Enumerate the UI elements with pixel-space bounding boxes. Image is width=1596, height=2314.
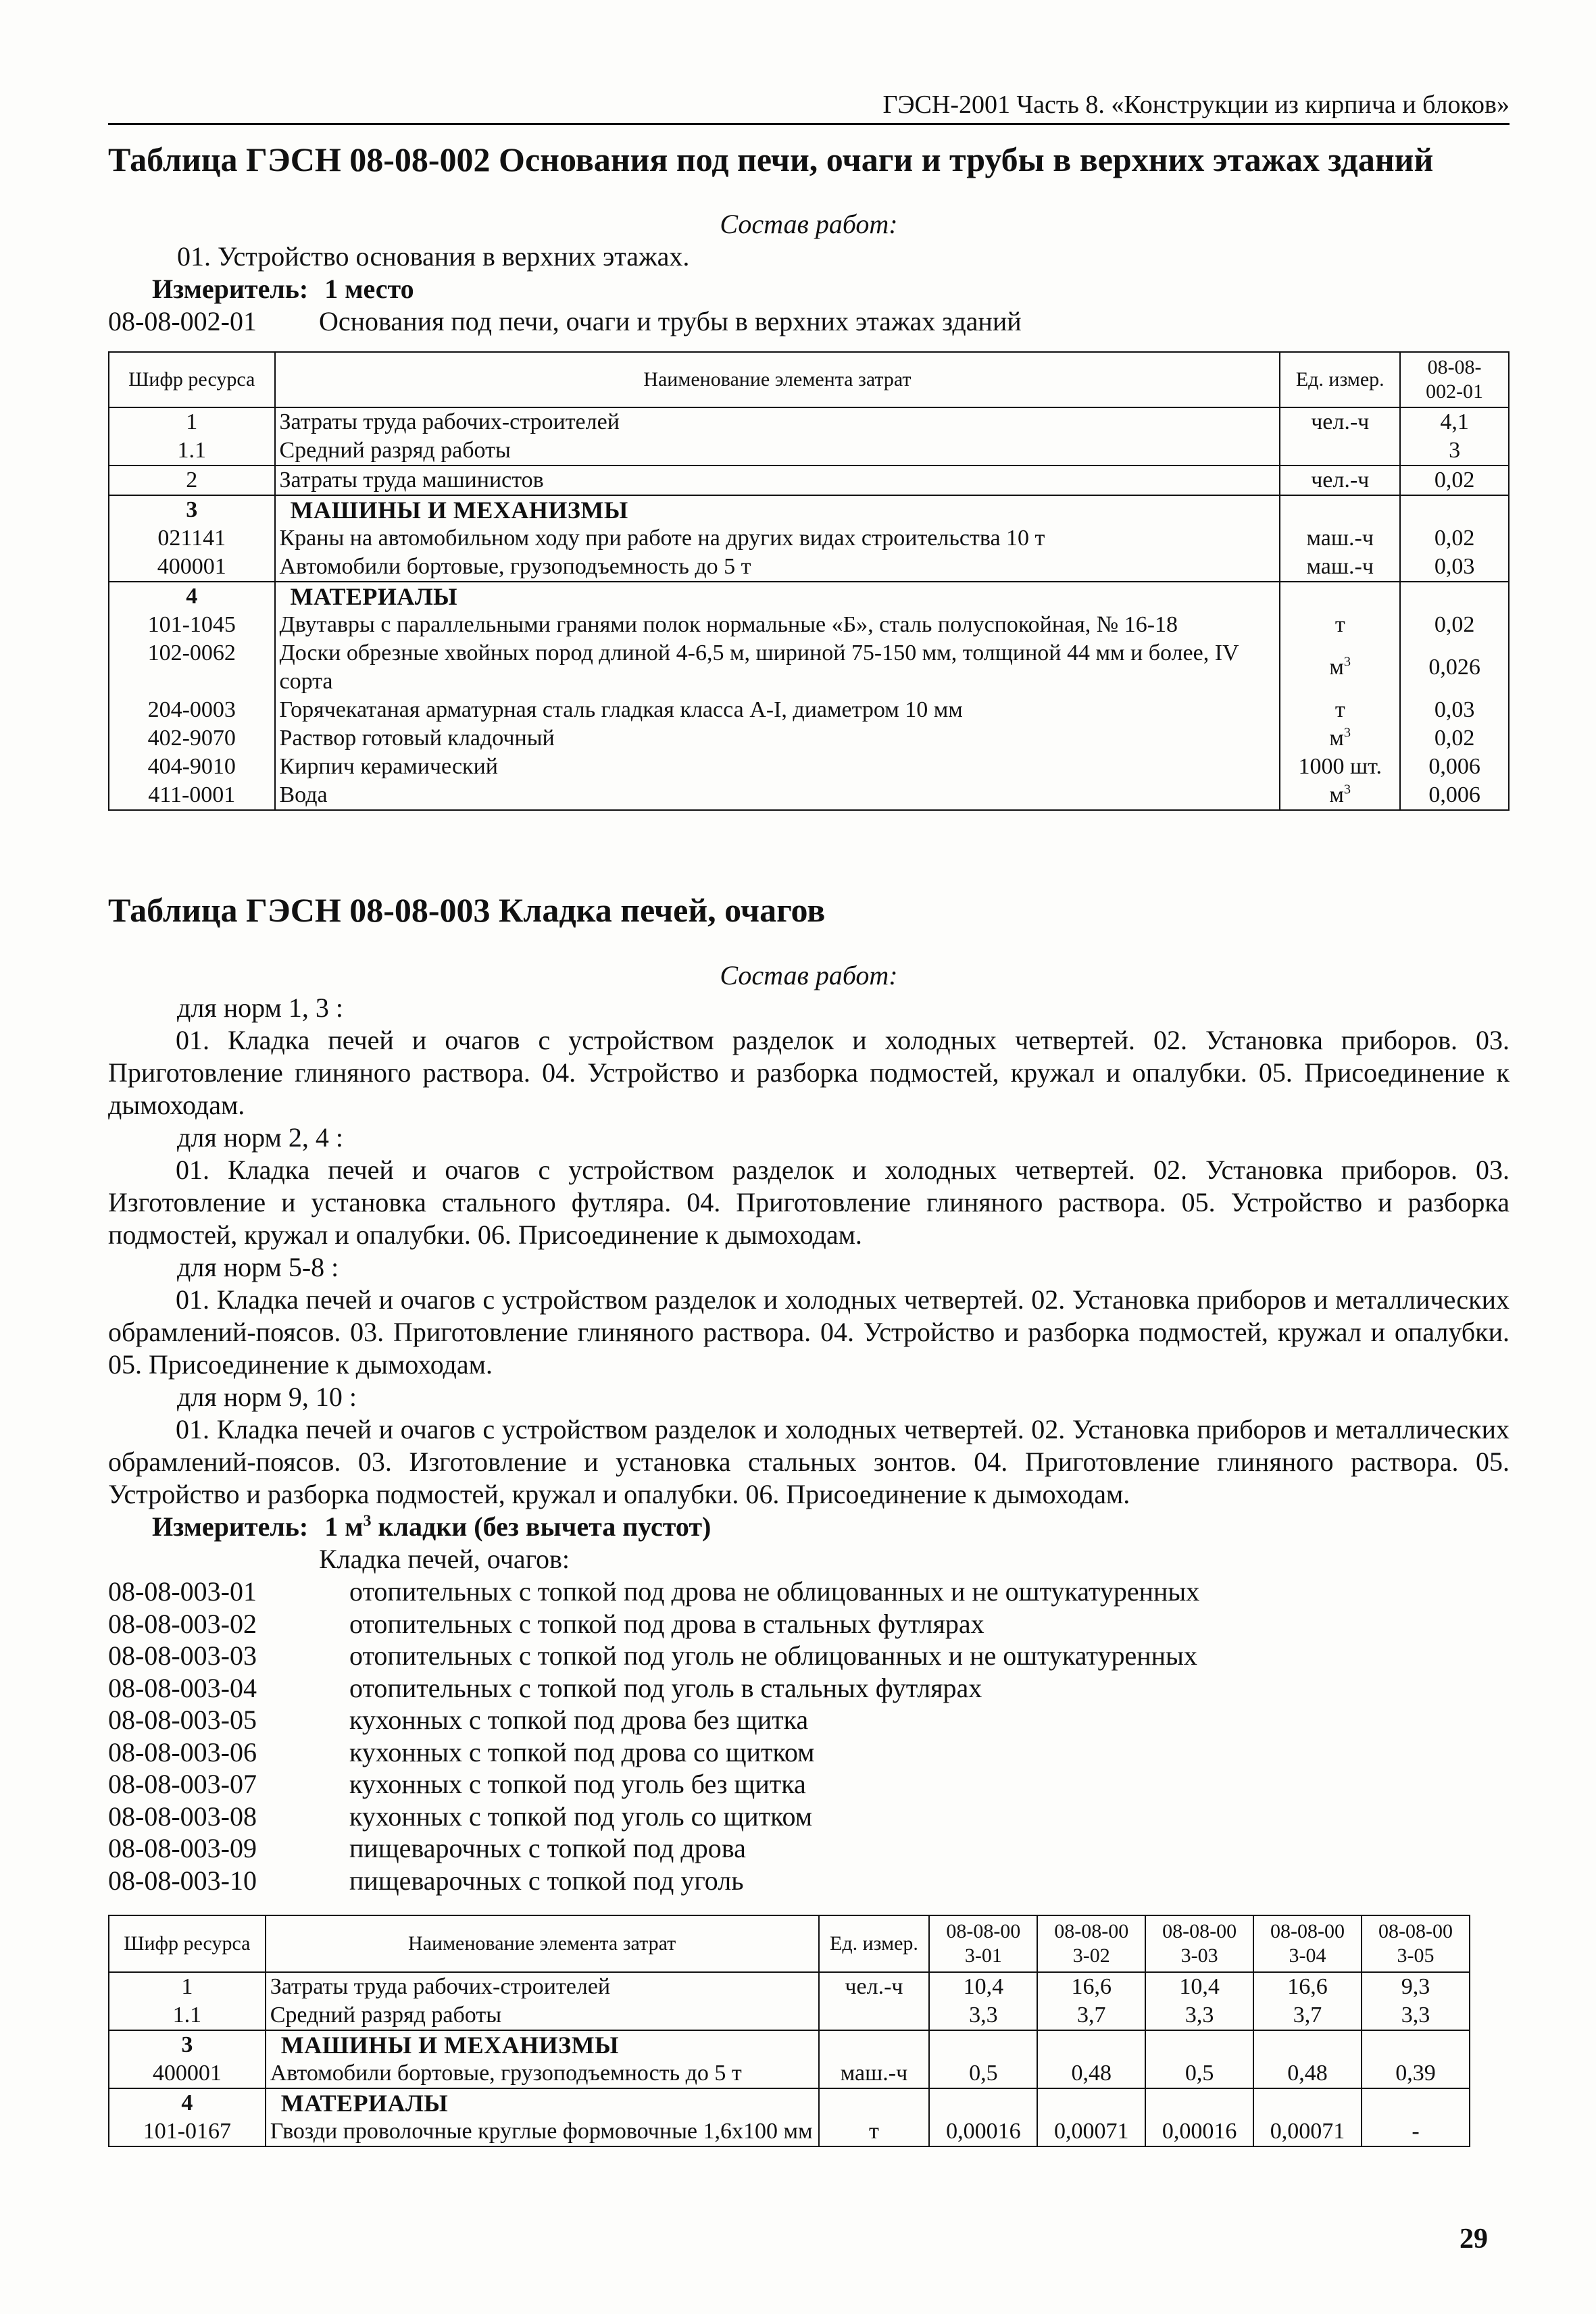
table1-measure	[152, 273, 414, 305]
table-row: 204-0003 Горячекатаная арматурная сталь гладкая класса А-I, диаметром 10 мм т 0,03	[109, 696, 1509, 724]
work-group-label: для норм 1, 3 :	[177, 992, 343, 1023]
measure-label: Измеритель:	[152, 1511, 309, 1542]
col-header-unit: Ед. измер.	[1280, 352, 1400, 407]
table-row: 402-9070 Раствор готовый кладочный $м^3$ 0,02	[109, 724, 1509, 753]
col-header-norm: 08-08-003-03	[1145, 1915, 1253, 1972]
col-header-norm: 08-08-003-05	[1362, 1915, 1470, 1972]
col-header-unit: Ед. измер.	[819, 1915, 930, 1972]
list-item: 08-08-003-03 отопительных с топкой под уголь не облицованных и не оштукатуренных	[108, 1640, 1197, 1671]
table-row: 400001 Автомобили бортовые, грузоподъемность до 5 т маш.-ч 0,5 0,48 0,5 0,48 0,39	[109, 2059, 1470, 2088]
table-row: 1.1 Средний разряд работы 3	[109, 436, 1509, 466]
table1-title: Таблица ГЭСН 08-08-002 Основания под печи, очаги и трубы в верхних этажах зданий	[108, 141, 1434, 178]
table1-norm-desc: Основания под печи, очаги и трубы в верхних этажах зданий	[319, 306, 1022, 336]
norm-list	[108, 1576, 1199, 1896]
measure-value: 1 место	[324, 274, 414, 304]
table2-title: Таблица ГЭСН 08-08-003 Кладка печей, очагов	[108, 891, 826, 929]
list-item: 08-08-003-04 отопительных с топкой под уголь в стальных футлярах	[108, 1672, 982, 1703]
list-item: 08-08-003-01 отопительных с топкой под дрова не облицованных и не оштукатуренных	[108, 1576, 1200, 1607]
col-header-name: Наименование элемента затрат	[275, 352, 1280, 407]
table-row: 101-0167 Гвозди проволочные круглые формовочные 1,6х100 мм т 0,00016 0,00071 0,00016 0,00071 -	[109, 2117, 1470, 2146]
norms-heading: Кладка печей, очагов:	[319, 1544, 570, 1574]
col-header-value: 08-08-002-01	[1400, 352, 1509, 407]
measure-value: 1 $м^3$ кладки (без вычета пустот)	[324, 1511, 712, 1542]
table-row: 2 Затраты труда машинистов чел.-ч 0,02	[109, 466, 1509, 495]
table1-work-heading: Состав работ:	[720, 209, 898, 239]
resource-table-1	[108, 351, 1510, 811]
list-item: 08-08-003-06 кухонных с топкой под дрова со щитком	[108, 1736, 815, 1767]
work-group-text: 01. Кладка печей и очагов с устройством разделок и холодных четвертей. 02. Установка приборов и металлических обрамлений-поясов. 03. Изготовление и установка стальных зонтов. 04. Приготовление глиняного раствора. 05. Устройство и разборка подмостей, кружал и опалубки. 06. Присоединение к дымоходам.	[108, 1414, 1510, 1509]
table1-work-item: 01. Устройство основания в верхних этажах.	[177, 241, 690, 272]
table-section-row: 4 МАТЕРИАЛЫ	[109, 582, 1509, 611]
table-section-row: 4 МАТЕРИАЛЫ	[109, 2088, 1470, 2117]
list-item: 08-08-003-05 кухонных с топкой под дрова без щитка	[108, 1705, 809, 1735]
col-header-norm: 08-08-003-02	[1037, 1915, 1145, 1972]
list-item: 08-08-003-10 пищеварочных с топкой под уголь	[108, 1865, 744, 1896]
work-group-text: 01. Кладка печей и очагов с устройством разделок и холодных четвертей. 02. Установка приборов и металлических обрамлений-поясов. 03. Приготовление глиняного раствора. 04. Устройство и разборка подмостей, кружал и опалубки. 05. Присоединение к дымоходам.	[108, 1284, 1510, 1380]
work-group-text: 01. Кладка печей и очагов с устройством разделок и холодных четвертей. 02. Установка приборов. 03. Изготовление и установка стального футляра. 04. Приготовление глиняного раствора. 05. Устройство и разборка подмостей, кружал и опалубки. 06. Присоединение к дымоходам.	[108, 1155, 1510, 1250]
table-row: 101-1045 Двутавры с параллельными гранями полок нормальные «Б», сталь полуспокойная, № 16-18 т 0,02	[109, 611, 1509, 639]
work-group-label: для норм 2, 4 :	[177, 1122, 343, 1153]
table1-norm-code: 08-08-002-01	[108, 306, 257, 336]
col-header-norm: 08-08-003-01	[929, 1915, 1037, 1972]
work-group-text: 01. Кладка печей и очагов с устройством разделок и холодных четвертей. 02. Установка приборов. 03. Приготовление глиняного раствора. 04. Устройство и разборка подмостей, кружал и опалубки. 05. Присоединение к дымоходам.	[108, 1025, 1510, 1120]
table-row: 411-0001 Вода $м^3$ 0,006	[109, 781, 1509, 810]
resource-table-2	[108, 1915, 1470, 2147]
table-row: 404-9010 Кирпич керамический 1000 шт. 0,006	[109, 753, 1509, 781]
col-header-norm: 08-08-003-04	[1253, 1915, 1362, 1972]
work-group-label: для норм 9, 10 :	[177, 1382, 357, 1412]
work-group-label: для норм 5-8 :	[177, 1252, 339, 1282]
table-row: 1.1 Средний разряд работы 3,3 3,7 3,3 3,7 3,3	[109, 2001, 1470, 2030]
table2-work-heading: Состав работ:	[720, 960, 898, 990]
table-row: 1 Затраты труда рабочих-строителей чел.-ч 10,4 16,6 10,4 16,6 9,3	[109, 1972, 1470, 2001]
list-item: 08-08-003-09 пищеварочных с топкой под дрова	[108, 1833, 746, 1863]
list-item: 08-08-003-08 кухонных с топкой под уголь со щитком	[108, 1801, 813, 1832]
table-row: 021141 Краны на автомобильном ходу при работе на других видах строительства 10 т маш.-ч 0,02	[109, 524, 1509, 553]
table-row: 102-0062 Доски обрезные хвойных пород длиной 4-6,5 м, шириной 75-150 мм, толщиной 44 мм и более, IV сорта $м^3$ 0,026	[109, 639, 1509, 696]
col-header-name: Наименование элемента затрат	[266, 1915, 819, 1972]
table-row: 1 Затраты труда рабочих-строителей чел.-ч 4,1	[109, 407, 1509, 436]
list-item: 08-08-003-07 кухонных с топкой под уголь без щитка	[108, 1769, 806, 1799]
col-header-code: Шифр ресурса	[109, 352, 275, 407]
page-number: 29	[1460, 2223, 1488, 2255]
list-item: 08-08-003-02 отопительных с топкой под дрова в стальных футлярах	[108, 1608, 984, 1639]
table-row: 400001 Автомобили бортовые, грузоподъемность до 5 т маш.-ч 0,03	[109, 553, 1509, 582]
col-header-code: Шифр ресурса	[109, 1915, 266, 1972]
table-section-row: 3 МАШИНЫ И МЕХАНИЗМЫ	[109, 495, 1509, 524]
table-section-row: 3 МАШИНЫ И МЕХАНИЗМЫ	[109, 2030, 1470, 2059]
measure-label: Измеритель:	[152, 274, 309, 304]
running-header: ГЭСН-2001 Часть 8. «Конструкции из кирпича и блоков»	[108, 89, 1510, 125]
table2-measure	[152, 1511, 711, 1543]
